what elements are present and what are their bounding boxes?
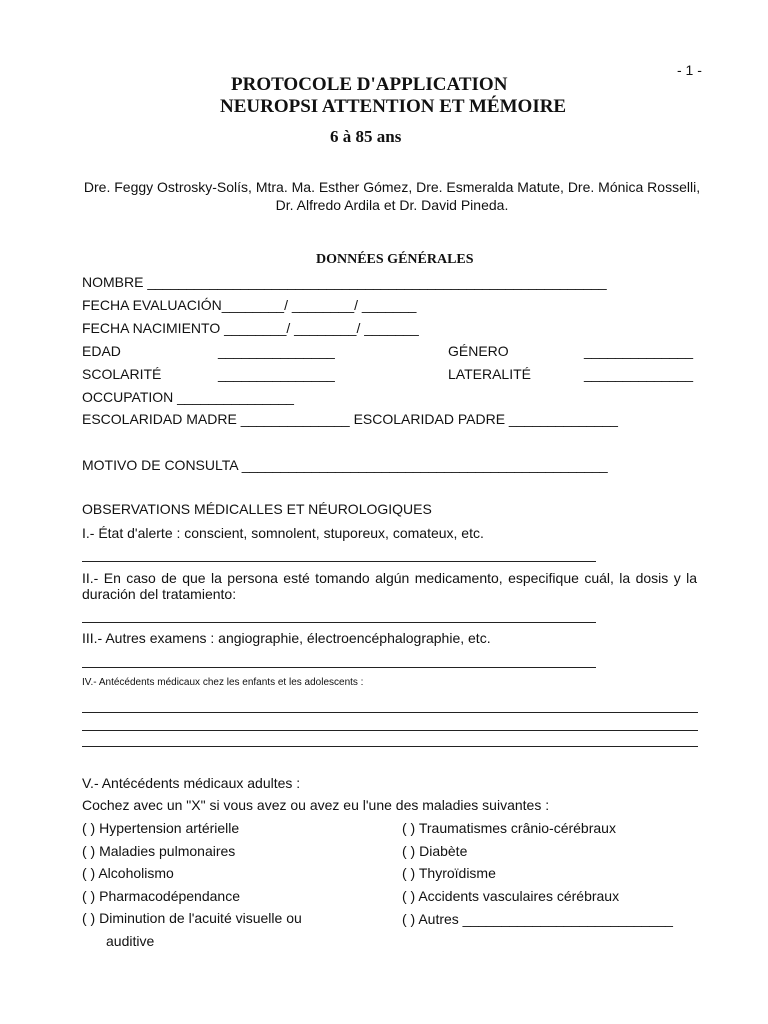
disease-thyroidism[interactable]: ( ) Thyroïdisme bbox=[402, 865, 496, 881]
fecha-nacimiento-field[interactable]: FECHA NACIMIENTO ________/ ________/ _______ bbox=[82, 320, 419, 336]
question-2: II.- En caso de que la persona esté tomando algún medicamento, especifique cuál, la dosis y la duración del tratamiento: bbox=[82, 570, 697, 602]
disease-other[interactable]: ( ) Autres ___________________________ bbox=[402, 911, 673, 927]
answer-line-4b[interactable] bbox=[82, 730, 698, 731]
lateralite-label: LATERALITÉ bbox=[448, 366, 531, 382]
answer-line-2[interactable] bbox=[82, 622, 596, 623]
edad-label: EDAD bbox=[82, 343, 121, 359]
disease-head-trauma[interactable]: ( ) Traumatismes crânio-cérébraux bbox=[402, 820, 616, 836]
title-line-1: PROTOCOLE D'APPLICATION bbox=[231, 74, 508, 95]
escolaridad-field[interactable]: ESCOLARIDAD MADRE ______________ ESCOLARIDAD PADRE ______________ bbox=[82, 411, 618, 427]
title-line-3: 6 à 85 ans bbox=[330, 127, 402, 146]
authors: Dre. Feggy Ostrosky-Solís, Mtra. Ma. Esther Gómez, Dre. Esmeralda Matute, Dre. Mónica Rosselli, Dr. Alfredo Ardila et Dr. David Pineda. bbox=[83, 179, 701, 213]
answer-line-4a[interactable] bbox=[82, 712, 698, 713]
disease-pulmonary[interactable]: ( ) Maladies pulmonaires bbox=[82, 843, 236, 859]
question-1: I.- État d'alerte : conscient, somnolent, stuporeux, comateux, etc. bbox=[82, 525, 484, 541]
general-heading: DONNÉES GÉNÉRALES bbox=[316, 252, 474, 267]
fecha-evaluacion-field[interactable]: FECHA EVALUACIÓN________/ ________/ _______ bbox=[82, 297, 417, 313]
title-line-2: NEUROPSI ATTENTION ET MÉMOIRE bbox=[220, 96, 567, 117]
question-3: III.- Autres examens : angiographie, électroencéphalographie, etc. bbox=[82, 630, 491, 646]
disease-vision-hearing-cont: auditive bbox=[106, 933, 155, 949]
disease-alcoholism[interactable]: ( ) Alcoholismo bbox=[82, 865, 174, 881]
genero-field[interactable]: ______________ bbox=[584, 343, 694, 359]
scolarite-field[interactable]: _______________ bbox=[218, 366, 335, 382]
genero-label: GÉNERO bbox=[448, 343, 509, 359]
edad-field[interactable]: _______________ bbox=[218, 343, 335, 359]
question-4: IV.- Antécédents médicaux chez les enfants et les adolescents : bbox=[82, 677, 364, 688]
disease-vision-hearing[interactable]: ( ) Diminution de l'acuité visuelle ou bbox=[82, 910, 302, 926]
disease-hypertension[interactable]: ( ) Hypertension artérielle bbox=[82, 820, 240, 836]
disease-drug-dependence[interactable]: ( ) Pharmacodépendance bbox=[82, 888, 240, 904]
disease-stroke[interactable]: ( ) Accidents vasculaires cérébraux bbox=[402, 888, 620, 904]
observations-heading: OBSERVATIONS MÉDICALLES ET NÉUROLOGIQUES bbox=[82, 501, 432, 517]
occupation-field[interactable]: OCCUPATION _______________ bbox=[82, 389, 294, 405]
motivo-field[interactable]: MOTIVO DE CONSULTA _______________________________________________ bbox=[82, 457, 608, 473]
scolarite-label: SCOLARITÉ bbox=[82, 366, 162, 382]
answer-line-4c[interactable] bbox=[82, 746, 698, 747]
page-number: - 1 - bbox=[677, 62, 702, 78]
question-5-instruction: Cochez avec un "X" si vous avez ou avez eu l'une des maladies suivantes : bbox=[82, 797, 550, 813]
answer-line-3[interactable] bbox=[82, 667, 596, 668]
nombre-field[interactable]: NOMBRE ___________________________________________________________ bbox=[82, 274, 607, 290]
disease-diabetes[interactable]: ( ) Diabète bbox=[402, 843, 468, 859]
question-5: V.- Antécédents médicaux adultes : bbox=[82, 775, 301, 791]
answer-line-1[interactable] bbox=[82, 561, 596, 562]
lateralite-field[interactable]: ______________ bbox=[584, 366, 694, 382]
